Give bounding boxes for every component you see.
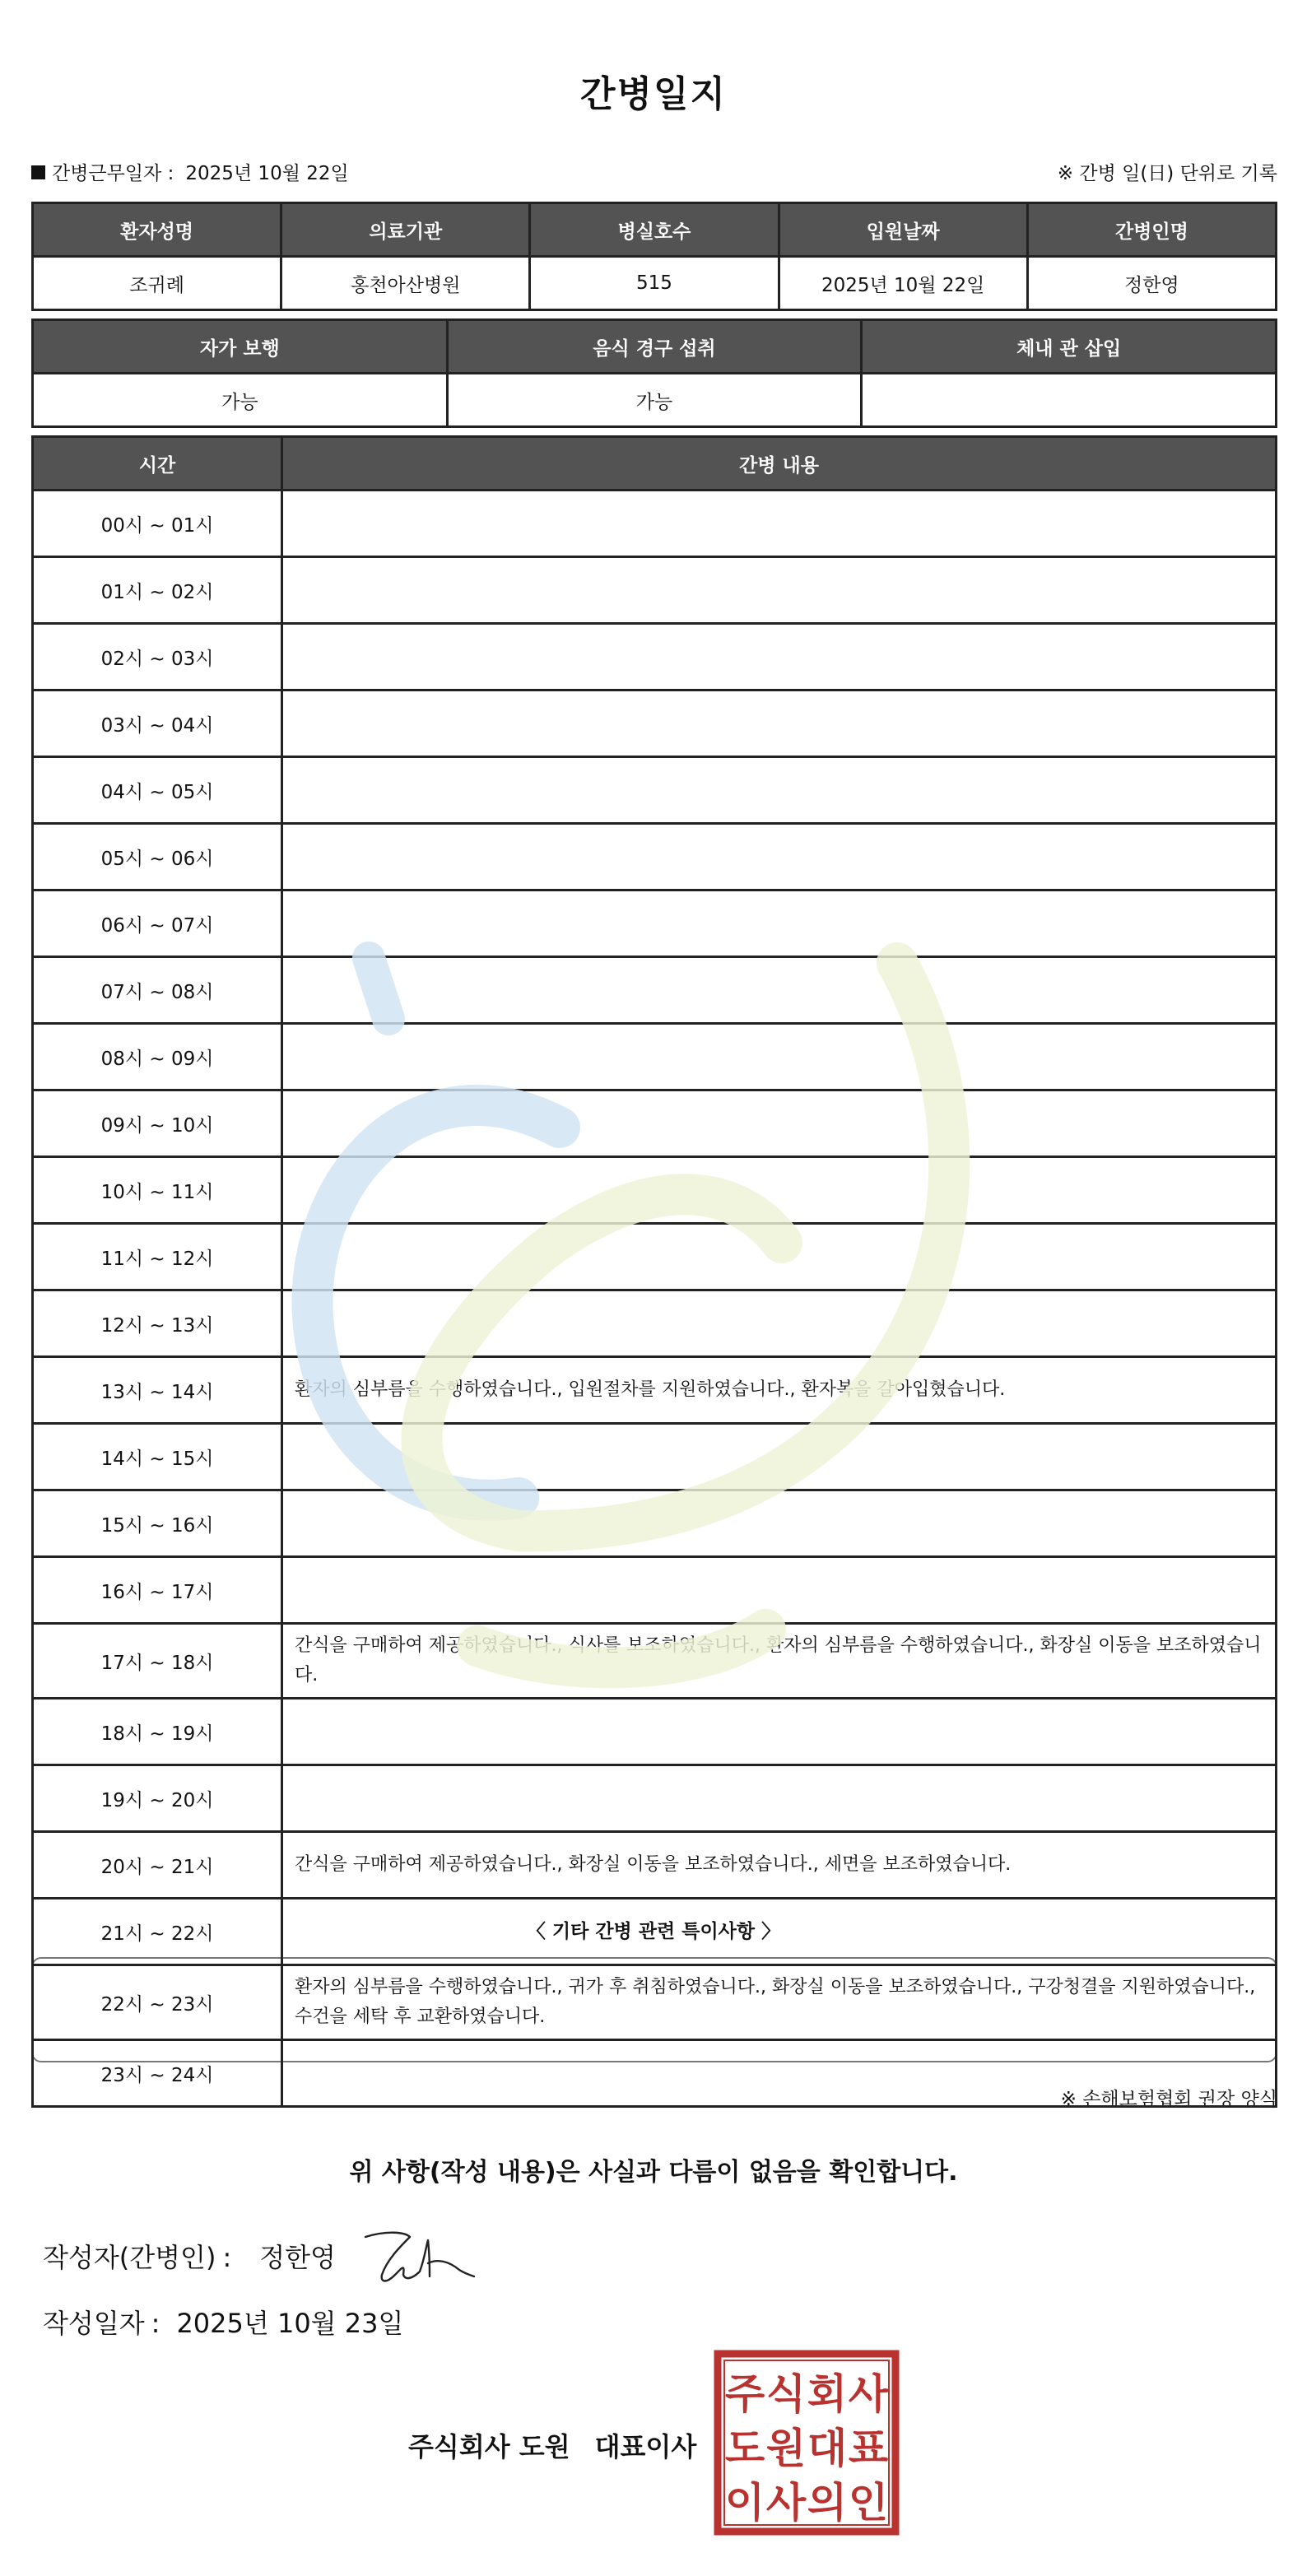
log-content-cell[interactable]: 간식을 구매하여 제공하였습니다., 화장실 이동을 보조하였습니다., 세면을 보조하였습니다. — [282, 1832, 1277, 1899]
care-log-row — [33, 1899, 1277, 1965]
work-date-label: 간병근무일자 : — [52, 163, 174, 184]
care-log-row — [33, 1765, 1277, 1832]
ability-header-row — [33, 320, 1277, 374]
caregiver-name: 정한영 — [1027, 257, 1276, 310]
log-time-cell: 07시 ~ 08시 — [33, 957, 282, 1024]
patient-ability-table — [31, 319, 1277, 428]
seal-character: 인 — [848, 2479, 889, 2527]
log-content-cell[interactable] — [282, 690, 1277, 757]
care-log-row — [33, 890, 1277, 957]
patient-info-value-row — [33, 257, 1277, 310]
seal-character: 사 — [765, 2479, 807, 2527]
care-log-row — [33, 557, 1277, 624]
log-time-cell: 13시 ~ 14시 — [33, 1357, 282, 1424]
log-time-cell: 14시 ~ 15시 — [33, 1424, 282, 1490]
care-log-row — [33, 1832, 1277, 1899]
log-time-cell: 08시 ~ 09시 — [33, 1024, 282, 1090]
care-log-row — [33, 1424, 1277, 1490]
header-self-walking: 자가 보행 — [33, 320, 448, 374]
log-time-cell: 23시 ~ 24시 — [33, 2040, 282, 2107]
oral-intake-value: 가능 — [447, 374, 862, 427]
log-time-cell: 06시 ~ 07시 — [33, 890, 282, 957]
care-log-row — [33, 1024, 1277, 1090]
header-caregiver-name: 간병인명 — [1027, 203, 1276, 257]
log-content-cell[interactable]: 환자의 심부름을 수행하였습니다., 귀가 후 취침하였습니다., 화장실 이동을 보조하였습니다., 구강청결을 지원하였습니다., 수건을 세탁 후 교환하였습니다. — [282, 1965, 1277, 2040]
log-content-cell[interactable] — [282, 890, 1277, 957]
log-time-cell: 22시 ~ 23시 — [33, 1965, 282, 2040]
writer-label: 작성자(간병인) — [43, 2242, 216, 2273]
header-room-number: 병실호수 — [530, 203, 779, 257]
log-time-cell: 18시 ~ 19시 — [33, 1699, 282, 1765]
work-date-value: 2025년 10월 22일 — [185, 163, 349, 184]
care-log-row — [33, 1490, 1277, 1557]
seal-character: 도 — [724, 2425, 765, 2472]
log-content-cell[interactable] — [282, 557, 1277, 624]
seal-character: 식 — [765, 2370, 807, 2418]
seal-character: 표 — [848, 2425, 889, 2472]
seal-character: 주 — [724, 2370, 765, 2418]
header-tube-insertion: 체내 관 삽입 — [862, 320, 1277, 374]
unit-note: ※ 간병 일(日) 단위로 기록 — [1057, 163, 1277, 184]
log-time-cell: 20시 ~ 21시 — [33, 1832, 282, 1899]
log-content-cell[interactable] — [282, 1090, 1277, 1157]
work-date-line — [31, 158, 349, 185]
written-date-label: 작성일자 — [43, 2308, 145, 2339]
self-walking-value: 가능 — [33, 374, 448, 427]
writer-colon: : — [222, 2242, 232, 2273]
header-admission-date: 입원날짜 — [779, 203, 1027, 257]
care-log-row — [33, 1290, 1277, 1357]
writer-name: 정한영 — [259, 2242, 336, 2273]
care-log-row — [33, 824, 1277, 890]
hospital-name: 홍천아산병원 — [281, 257, 530, 310]
care-log-row — [33, 1557, 1277, 1624]
header-oral-intake: 음식 경구 섭취 — [447, 320, 862, 374]
company-seal-stamp — [713, 2349, 900, 2536]
care-log-row — [33, 957, 1277, 1024]
log-content-cell[interactable] — [282, 824, 1277, 890]
patient-info-header-row — [33, 203, 1277, 257]
care-log-row — [33, 2040, 1277, 2107]
log-time-cell: 00시 ~ 01시 — [33, 491, 282, 557]
log-time-cell: 16시 ~ 17시 — [33, 1557, 282, 1624]
log-content-cell[interactable] — [282, 1490, 1277, 1557]
patient-name: 조귀례 — [33, 257, 281, 310]
log-time-cell: 19시 ~ 20시 — [33, 1765, 282, 1832]
log-time-cell: 03시 ~ 04시 — [33, 690, 282, 757]
log-time-cell: 04시 ~ 05시 — [33, 757, 282, 824]
log-time-cell: 09시 ~ 10시 — [33, 1090, 282, 1157]
log-content-cell[interactable] — [282, 1557, 1277, 1624]
log-content-cell[interactable] — [282, 757, 1277, 824]
care-log-row — [33, 1624, 1277, 1699]
header-hospital: 의료기관 — [281, 203, 530, 257]
log-content-cell[interactable] — [282, 1765, 1277, 1832]
company-name: 주식회사 도원 — [408, 2431, 570, 2462]
patient-info-table — [31, 202, 1277, 311]
log-content-cell[interactable]: 환자의 심부름을 수행하였습니다., 입원절차를 지원하였습니다., 환자복을 갈아입혔습니다. — [282, 1357, 1277, 1424]
log-content-cell[interactable] — [282, 491, 1277, 557]
admission-date: 2025년 10월 22일 — [779, 257, 1027, 310]
log-time-cell: 10시 ~ 11시 — [33, 1157, 282, 1224]
seal-character: 의 — [807, 2479, 848, 2527]
seal-character: 대 — [807, 2425, 848, 2472]
seal-character: 회 — [807, 2370, 848, 2418]
handwritten-signature — [362, 2225, 486, 2291]
care-log-body — [33, 491, 1277, 2107]
log-content-cell[interactable] — [282, 1699, 1277, 1765]
care-log-header-row — [33, 437, 1277, 491]
log-content-cell[interactable] — [282, 1899, 1277, 1965]
confirmation-statement: 위 사항(작성 내용)은 사실과 다름이 없음을 확인합니다. — [349, 2158, 958, 2187]
written-date-colon: : — [151, 2308, 160, 2339]
log-content-cell[interactable] — [282, 1424, 1277, 1490]
company-representative-title: 대표이사 — [594, 2431, 697, 2462]
care-log-row — [33, 1357, 1277, 1424]
tube-insertion-value — [862, 374, 1277, 427]
care-log-row — [33, 491, 1277, 557]
care-log-row — [33, 1090, 1277, 1157]
log-content-cell[interactable] — [282, 1224, 1277, 1290]
care-log-row — [33, 690, 1277, 757]
care-log-row — [33, 757, 1277, 824]
company-signature-line — [408, 2426, 696, 2464]
log-time-cell: 21시 ~ 22시 — [33, 1899, 282, 1965]
seal-character: 사 — [848, 2370, 889, 2418]
care-log-row — [33, 624, 1277, 690]
log-time-cell: 02시 ~ 03시 — [33, 624, 282, 690]
square-bullet-icon — [31, 165, 45, 179]
log-time-cell: 15시 ~ 16시 — [33, 1490, 282, 1557]
log-time-cell: 05시 ~ 06시 — [33, 824, 282, 890]
header-patient-name: 환자성명 — [33, 203, 281, 257]
log-content-cell[interactable] — [282, 2040, 1277, 2107]
care-log-row — [33, 1224, 1277, 1290]
log-time-cell: 01시 ~ 02시 — [33, 557, 282, 624]
care-log-table — [31, 435, 1277, 2108]
log-content-cell[interactable] — [282, 624, 1277, 690]
seal-character: 원 — [765, 2425, 807, 2472]
seal-character: 이 — [724, 2479, 765, 2527]
log-time-cell: 11시 ~ 12시 — [33, 1224, 282, 1290]
log-content-cell[interactable] — [282, 957, 1277, 1024]
log-time-cell: 17시 ~ 18시 — [33, 1624, 282, 1699]
log-content-cell[interactable] — [282, 1290, 1277, 1357]
care-log-row — [33, 1157, 1277, 1224]
written-date-line — [43, 2303, 403, 2341]
care-log-row — [33, 1965, 1277, 2040]
log-content-cell[interactable] — [282, 1157, 1277, 1224]
writer-line — [43, 2237, 336, 2275]
care-log-row — [33, 1699, 1277, 1765]
log-content-cell[interactable]: 간식을 구매하여 제공하였습니다., 식사를 보조하였습니다., 환자의 심부름을 수행하였습니다., 화장실 이동을 보조하였습니다. — [282, 1624, 1277, 1699]
ability-value-row — [33, 374, 1277, 427]
special-notes-title: 〈 기타 간병 관련 특이사항 〉 — [526, 1921, 781, 1942]
log-time-cell: 12시 ~ 13시 — [33, 1290, 282, 1357]
room-number: 515 — [530, 257, 779, 310]
written-date-value: 2025년 10월 23일 — [176, 2308, 404, 2339]
recommendation-note: ※ 손해보험협회 권장 양식 — [1060, 2089, 1277, 2110]
log-content-cell[interactable] — [282, 1024, 1277, 1090]
page-title: 간병일지 — [579, 73, 727, 115]
header-time: 시간 — [33, 437, 282, 491]
header-care-content: 간병 내용 — [282, 437, 1277, 491]
